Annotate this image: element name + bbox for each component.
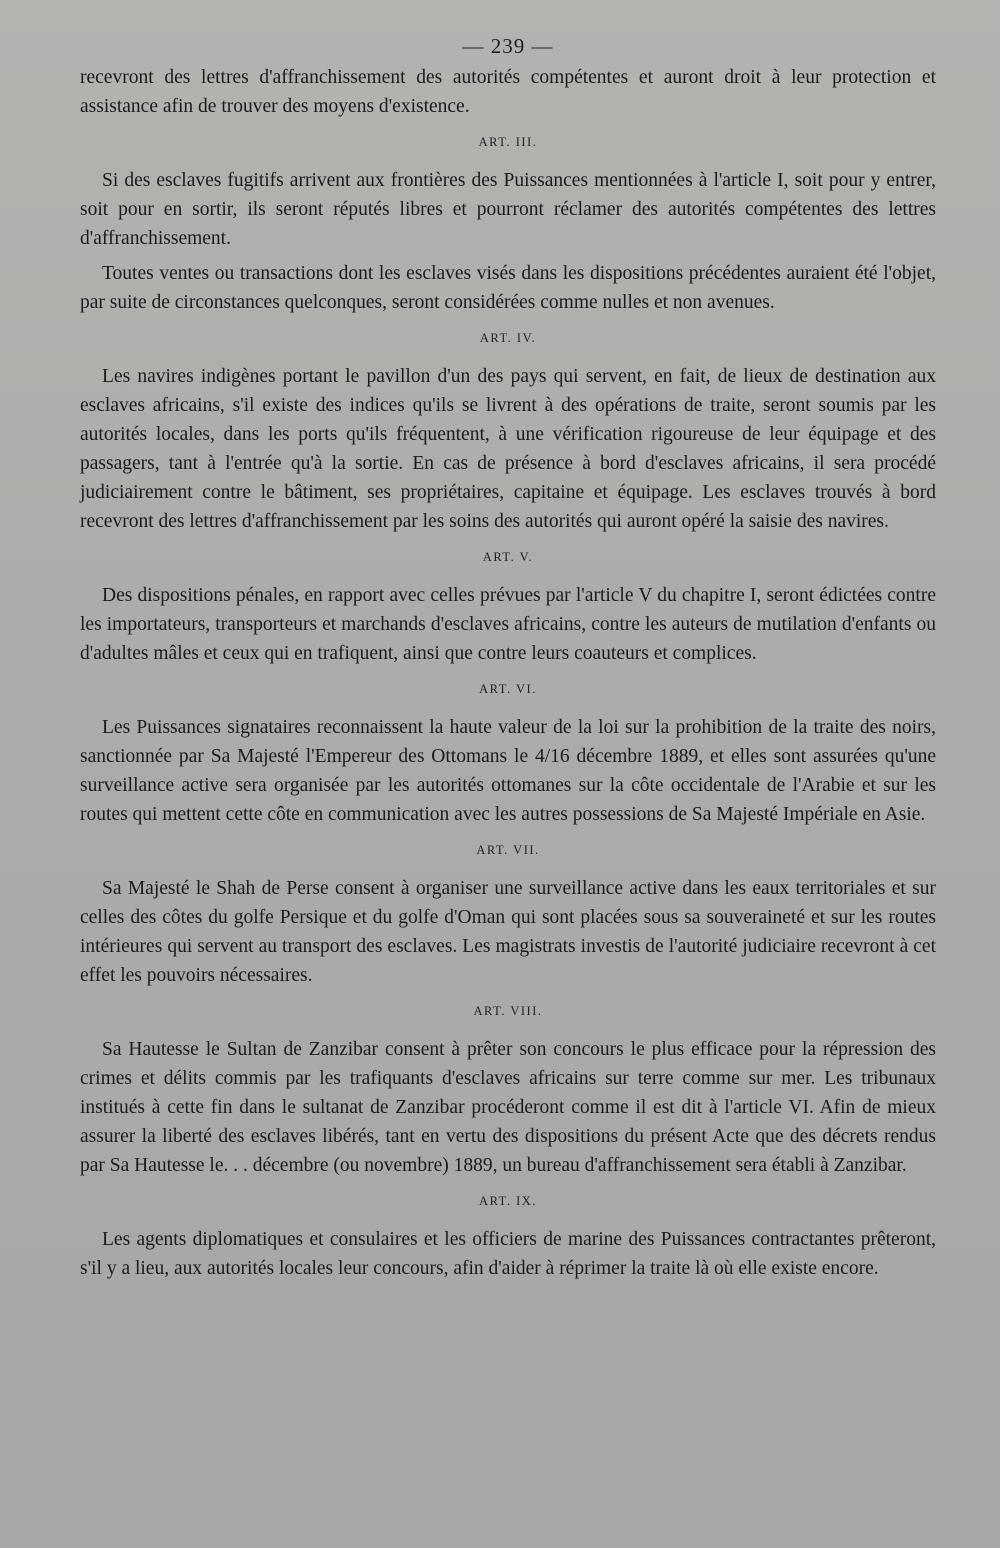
article-heading-3: ART. III. (478, 135, 538, 149)
article-heading-5: ART. V. (482, 550, 534, 564)
article-heading-6: ART. VI. (479, 682, 537, 696)
page-number: — 239 — (462, 34, 554, 58)
article-6-paragraph: Les Puissances signataires reconnaissent la haute valeur de la loi sur la prohibition de la traite des noirs, sanctionnée par Sa Majesté l'Empereur des Ottomans le 4/16 décembre 1889, et elles sont assurées qu'une surveillance active sera organisée par les autorités ottomanes sur la côte occidentale de l'Arabie et sur les routes qui mettent cette côte en communication avec les autres possessions de Sa Majesté Impériale en Asie. (80, 717, 936, 825)
article-8-paragraph: Sa Hautesse le Sultan de Zanzibar consent à prêter son concours le plus efficace pour la répression des crimes et délits commis par les trafiquants d'esclaves africains sur terre comme sur mer. Les tribunaux institués à cette fin dans le sultanat de Zanzibar procéderont comme il est dit à l'article VI. Afin de mieux assurer la liberté des esclaves libérés, tant en vertu des dispositions du présent Acte que des décrets rendus par Sa Hautesse le. . . décembre (ou novembre) 1889, un bureau d'affranchissement sera établi à Zanzibar. (80, 1039, 936, 1176)
article-heading-7: ART. VII. (476, 843, 540, 857)
article-heading-8: ART. VIII. (473, 1004, 543, 1018)
article-3-paragraph-1: Si des esclaves fugitifs arrivent aux frontières des Puissances mentionnées à l'article I, soit pour y entrer, soit pour en sortir, ils seront réputés libres et pourront réclamer des autorités compétentes des lettres d'affranchissement. (80, 170, 936, 249)
article-heading-4: ART. IV. (479, 331, 537, 345)
article-7-paragraph: Sa Majesté le Shah de Perse consent à organiser une surveillance active dans les eaux territoriales et sur celles des côtes du golfe Persique et du golfe d'Oman qui sont placées sous sa souveraineté et sur les routes intérieures qui servent au transport des esclaves. Les magistrats investis de l'autorité judiciaire recevront à cet effet les pouvoirs nécessaires. (80, 878, 936, 986)
paragraph-continuation: recevront des lettres d'affranchissement des autorités compétentes et auront droit à leur protection et assistance afin de trouver des moyens d'existence. (80, 67, 936, 117)
article-9-paragraph: Les agents diplomatiques et consulaires et les officiers de marine des Puissances contractantes prêteront, s'il y a lieu, aux autorités locales leur concours, afin d'aider à réprimer la traite là où elle existe encore. (80, 1229, 936, 1279)
article-heading-9: ART. IX. (479, 1194, 537, 1208)
article-4-paragraph: Les navires indigènes portant le pavillon d'un des pays qui servent, en fait, de lieux de destination aux esclaves africains, s'il existe des indices qu'ils se livrent à des opérations de traite, seront soumis par les autorités locales, dans les ports qu'ils fréquentent, à une vérification rigoureuse de leur équipage et des passagers, tant à l'entrée qu'à la sortie. En cas de présence à bord d'esclaves africains, il sera procédé judiciairement contre le bâtiment, ses propriétaires, capitaine et équipage. Les esclaves trouvés à bord recevront des lettres d'affranchissement par les soins des autorités qui auront opéré la saisie des navires. (80, 366, 936, 532)
article-5-paragraph: Des dispositions pénales, en rapport avec celles prévues par l'article V du chapitre I, seront édictées contre les importateurs, transporteurs et marchands d'esclaves africains, contre les auteurs de mutilation d'enfants ou d'adultes mâles et ceux qui en trafiquent, ainsi que contre leurs coauteurs et complices. (80, 585, 936, 664)
article-3-paragraph-2: Toutes ventes ou transactions dont les esclaves visés dans les dispositions précédentes auraient été l'objet, par suite de circonstances quelconques, seront considérées comme nulles et non avenues. (80, 263, 936, 313)
